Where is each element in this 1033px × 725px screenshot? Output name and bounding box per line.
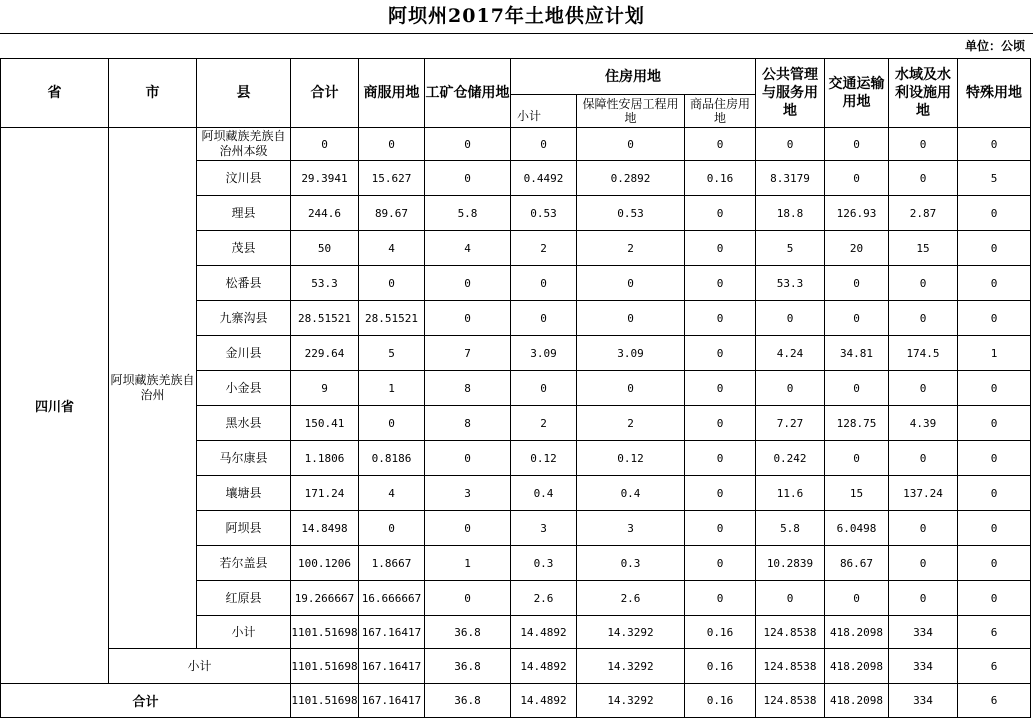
transport-cell: 0 bbox=[825, 161, 889, 196]
county-cell: 黑水县 bbox=[197, 406, 291, 441]
total-cell: 9 bbox=[291, 371, 359, 406]
transport-cell: 34.81 bbox=[825, 336, 889, 371]
total-cell: 100.1206 bbox=[291, 546, 359, 581]
header-housing: 住房用地 bbox=[511, 59, 756, 95]
total-cell: 171.24 bbox=[291, 476, 359, 511]
public-cell: 0 bbox=[756, 128, 825, 161]
transport-cell: 418.2098 bbox=[825, 616, 889, 649]
total-cell: 150.41 bbox=[291, 406, 359, 441]
housing-subtotal-cell: 0 bbox=[511, 266, 577, 301]
total-cell: 1.1806 bbox=[291, 441, 359, 476]
commercial-cell: 167.16417 bbox=[359, 684, 425, 718]
commercial-cell: 1 bbox=[359, 371, 425, 406]
water-cell: 2.87 bbox=[889, 196, 958, 231]
header-county: 县 bbox=[197, 59, 291, 128]
housing-affordable-cell: 0.2892 bbox=[577, 161, 685, 196]
commercial-cell: 0 bbox=[359, 406, 425, 441]
commercial-cell: 1.8667 bbox=[359, 546, 425, 581]
housing-subtotal-cell: 14.4892 bbox=[511, 616, 577, 649]
housing-affordable-cell: 14.3292 bbox=[577, 649, 685, 684]
total-cell: 244.6 bbox=[291, 196, 359, 231]
industrial-cell: 3 bbox=[425, 476, 511, 511]
county-cell: 阿坝藏族羌族自治州本级 bbox=[197, 128, 291, 161]
housing-affordable-cell: 3.09 bbox=[577, 336, 685, 371]
total-cell: 14.8498 bbox=[291, 511, 359, 546]
total-cell: 19.266667 bbox=[291, 581, 359, 616]
special-cell: 1 bbox=[958, 336, 1031, 371]
header-housing-subtotal: 小计 bbox=[511, 95, 577, 128]
water-cell: 0 bbox=[889, 371, 958, 406]
city-subtotal-label: 小计 bbox=[109, 649, 291, 684]
commercial-cell: 89.67 bbox=[359, 196, 425, 231]
city-subtotal-row bbox=[1, 649, 1031, 684]
transport-cell: 0 bbox=[825, 128, 889, 161]
public-cell: 0.242 bbox=[756, 441, 825, 476]
housing-commercial-cell: 0 bbox=[685, 128, 756, 161]
housing-commercial-cell: 0.16 bbox=[685, 161, 756, 196]
special-cell: 0 bbox=[958, 441, 1031, 476]
transport-cell: 0 bbox=[825, 581, 889, 616]
water-cell: 334 bbox=[889, 684, 958, 718]
industrial-cell: 36.8 bbox=[425, 684, 511, 718]
special-cell: 0 bbox=[958, 301, 1031, 336]
housing-affordable-cell: 0.12 bbox=[577, 441, 685, 476]
page-title: 阿坝州2017年土地供应计划 bbox=[388, 5, 645, 27]
special-cell: 6 bbox=[958, 649, 1031, 684]
grand-total-row bbox=[1, 684, 1031, 718]
city-cell: 阿坝藏族羌族自治州 bbox=[109, 128, 197, 649]
housing-affordable-cell: 2 bbox=[577, 406, 685, 441]
industrial-cell: 0 bbox=[425, 161, 511, 196]
industrial-cell: 0 bbox=[425, 301, 511, 336]
total-cell: 50 bbox=[291, 231, 359, 266]
housing-affordable-cell: 14.3292 bbox=[577, 684, 685, 718]
transport-cell: 15 bbox=[825, 476, 889, 511]
public-cell: 4.24 bbox=[756, 336, 825, 371]
housing-commercial-cell: 0 bbox=[685, 336, 756, 371]
commercial-cell: 0 bbox=[359, 128, 425, 161]
public-cell: 124.8538 bbox=[756, 616, 825, 649]
total-cell: 1101.51698 bbox=[291, 684, 359, 718]
housing-affordable-cell: 0 bbox=[577, 301, 685, 336]
header-water: 水域及水利设施用地 bbox=[889, 59, 958, 128]
commercial-cell: 5 bbox=[359, 336, 425, 371]
commercial-cell: 167.16417 bbox=[359, 649, 425, 684]
water-cell: 15 bbox=[889, 231, 958, 266]
special-cell: 0 bbox=[958, 546, 1031, 581]
total-cell: 1101.51698 bbox=[291, 616, 359, 649]
housing-affordable-cell: 0.53 bbox=[577, 196, 685, 231]
header-row-1 bbox=[1, 59, 1031, 95]
special-cell: 0 bbox=[958, 266, 1031, 301]
public-cell: 5 bbox=[756, 231, 825, 266]
public-cell: 11.6 bbox=[756, 476, 825, 511]
county-cell: 九寨沟县 bbox=[197, 301, 291, 336]
land-supply-table bbox=[0, 58, 1031, 718]
housing-commercial-cell: 0 bbox=[685, 231, 756, 266]
transport-cell: 20 bbox=[825, 231, 889, 266]
industrial-cell: 36.8 bbox=[425, 616, 511, 649]
commercial-cell: 28.51521 bbox=[359, 301, 425, 336]
special-cell: 0 bbox=[958, 371, 1031, 406]
public-cell: 7.27 bbox=[756, 406, 825, 441]
header-transport: 交通运输用地 bbox=[825, 59, 889, 128]
water-cell: 334 bbox=[889, 649, 958, 684]
header-housing-commercial: 商品住房用地 bbox=[685, 95, 756, 128]
public-cell: 18.8 bbox=[756, 196, 825, 231]
water-cell: 0 bbox=[889, 581, 958, 616]
housing-commercial-cell: 0 bbox=[685, 301, 756, 336]
water-cell: 137.24 bbox=[889, 476, 958, 511]
water-cell: 0 bbox=[889, 546, 958, 581]
industrial-cell: 5.8 bbox=[425, 196, 511, 231]
transport-cell: 0 bbox=[825, 266, 889, 301]
housing-subtotal-cell: 3.09 bbox=[511, 336, 577, 371]
total-cell: 28.51521 bbox=[291, 301, 359, 336]
public-cell: 10.2839 bbox=[756, 546, 825, 581]
industrial-cell: 36.8 bbox=[425, 649, 511, 684]
special-cell: 0 bbox=[958, 406, 1031, 441]
grand-total-label: 合计 bbox=[1, 684, 291, 718]
unit-label: 单位：公顷 bbox=[964, 39, 1025, 53]
housing-affordable-cell: 0.3 bbox=[577, 546, 685, 581]
housing-commercial-cell: 0 bbox=[685, 371, 756, 406]
housing-commercial-cell: 0 bbox=[685, 406, 756, 441]
header-industrial: 工矿仓储用地 bbox=[425, 59, 511, 128]
public-cell: 124.8538 bbox=[756, 684, 825, 718]
county-cell: 茂县 bbox=[197, 231, 291, 266]
header-housing-affordable: 保障性安居工程用地 bbox=[577, 95, 685, 128]
county-cell: 松番县 bbox=[197, 266, 291, 301]
housing-affordable-cell: 2 bbox=[577, 231, 685, 266]
water-cell: 0 bbox=[889, 266, 958, 301]
table-row bbox=[1, 128, 1031, 161]
transport-cell: 126.93 bbox=[825, 196, 889, 231]
housing-commercial-cell: 0 bbox=[685, 266, 756, 301]
total-cell: 29.3941 bbox=[291, 161, 359, 196]
transport-cell: 0 bbox=[825, 301, 889, 336]
transport-cell: 418.2098 bbox=[825, 684, 889, 718]
housing-subtotal-cell: 0.4 bbox=[511, 476, 577, 511]
housing-subtotal-cell: 0.53 bbox=[511, 196, 577, 231]
industrial-cell: 0 bbox=[425, 581, 511, 616]
housing-subtotal-cell: 2 bbox=[511, 231, 577, 266]
county-subtotal-label: 小计 bbox=[197, 616, 291, 649]
county-cell: 红原县 bbox=[197, 581, 291, 616]
water-cell: 0 bbox=[889, 441, 958, 476]
water-cell: 0 bbox=[889, 511, 958, 546]
housing-affordable-cell: 0 bbox=[577, 266, 685, 301]
commercial-cell: 4 bbox=[359, 476, 425, 511]
housing-affordable-cell: 0.4 bbox=[577, 476, 685, 511]
housing-subtotal-cell: 0.3 bbox=[511, 546, 577, 581]
industrial-cell: 8 bbox=[425, 406, 511, 441]
special-cell: 0 bbox=[958, 476, 1031, 511]
public-cell: 0 bbox=[756, 301, 825, 336]
housing-commercial-cell: 0.16 bbox=[685, 684, 756, 718]
housing-subtotal-cell: 0.12 bbox=[511, 441, 577, 476]
total-cell: 1101.51698 bbox=[291, 649, 359, 684]
public-cell: 0 bbox=[756, 371, 825, 406]
county-cell: 壤塘县 bbox=[197, 476, 291, 511]
commercial-cell: 4 bbox=[359, 231, 425, 266]
transport-cell: 128.75 bbox=[825, 406, 889, 441]
public-cell: 0 bbox=[756, 581, 825, 616]
total-cell: 0 bbox=[291, 128, 359, 161]
special-cell: 0 bbox=[958, 581, 1031, 616]
housing-affordable-cell: 0 bbox=[577, 128, 685, 161]
transport-cell: 0 bbox=[825, 441, 889, 476]
industrial-cell: 0 bbox=[425, 128, 511, 161]
special-cell: 5 bbox=[958, 161, 1031, 196]
commercial-cell: 16.666667 bbox=[359, 581, 425, 616]
housing-commercial-cell: 0 bbox=[685, 546, 756, 581]
housing-subtotal-cell: 14.4892 bbox=[511, 649, 577, 684]
industrial-cell: 0 bbox=[425, 266, 511, 301]
housing-subtotal-cell: 0 bbox=[511, 128, 577, 161]
special-cell: 0 bbox=[958, 511, 1031, 546]
county-cell: 汶川县 bbox=[197, 161, 291, 196]
header-total: 合计 bbox=[291, 59, 359, 128]
county-cell: 金川县 bbox=[197, 336, 291, 371]
commercial-cell: 15.627 bbox=[359, 161, 425, 196]
housing-subtotal-cell: 2 bbox=[511, 406, 577, 441]
transport-cell: 418.2098 bbox=[825, 649, 889, 684]
public-cell: 5.8 bbox=[756, 511, 825, 546]
county-cell: 小金县 bbox=[197, 371, 291, 406]
housing-subtotal-cell: 2.6 bbox=[511, 581, 577, 616]
industrial-cell: 7 bbox=[425, 336, 511, 371]
transport-cell: 86.67 bbox=[825, 546, 889, 581]
commercial-cell: 0.8186 bbox=[359, 441, 425, 476]
province-cell: 四川省 bbox=[1, 128, 109, 684]
housing-subtotal-cell: 0 bbox=[511, 371, 577, 406]
header-city: 市 bbox=[109, 59, 197, 128]
special-cell: 0 bbox=[958, 196, 1031, 231]
public-cell: 53.3 bbox=[756, 266, 825, 301]
housing-commercial-cell: 0 bbox=[685, 476, 756, 511]
special-cell: 6 bbox=[958, 684, 1031, 718]
water-cell: 174.5 bbox=[889, 336, 958, 371]
commercial-cell: 167.16417 bbox=[359, 616, 425, 649]
county-cell: 马尔康县 bbox=[197, 441, 291, 476]
housing-commercial-cell: 0.16 bbox=[685, 616, 756, 649]
water-cell: 0 bbox=[889, 128, 958, 161]
housing-commercial-cell: 0.16 bbox=[685, 649, 756, 684]
total-cell: 229.64 bbox=[291, 336, 359, 371]
special-cell: 0 bbox=[958, 231, 1031, 266]
transport-cell: 0 bbox=[825, 371, 889, 406]
county-cell: 若尔盖县 bbox=[197, 546, 291, 581]
housing-commercial-cell: 0 bbox=[685, 581, 756, 616]
housing-subtotal-cell: 0 bbox=[511, 301, 577, 336]
housing-commercial-cell: 0 bbox=[685, 511, 756, 546]
public-cell: 124.8538 bbox=[756, 649, 825, 684]
special-cell: 6 bbox=[958, 616, 1031, 649]
housing-commercial-cell: 0 bbox=[685, 196, 756, 231]
industrial-cell: 1 bbox=[425, 546, 511, 581]
water-cell: 0 bbox=[889, 301, 958, 336]
industrial-cell: 0 bbox=[425, 511, 511, 546]
transport-cell: 6.0498 bbox=[825, 511, 889, 546]
housing-affordable-cell: 0 bbox=[577, 371, 685, 406]
industrial-cell: 4 bbox=[425, 231, 511, 266]
commercial-cell: 0 bbox=[359, 266, 425, 301]
county-cell: 理县 bbox=[197, 196, 291, 231]
special-cell: 0 bbox=[958, 128, 1031, 161]
public-cell: 8.3179 bbox=[756, 161, 825, 196]
total-cell: 53.3 bbox=[291, 266, 359, 301]
housing-affordable-cell: 3 bbox=[577, 511, 685, 546]
water-cell: 334 bbox=[889, 616, 958, 649]
industrial-cell: 0 bbox=[425, 441, 511, 476]
industrial-cell: 8 bbox=[425, 371, 511, 406]
header-special: 特殊用地 bbox=[958, 59, 1031, 128]
header-province: 省 bbox=[1, 59, 109, 128]
water-cell: 4.39 bbox=[889, 406, 958, 441]
housing-affordable-cell: 14.3292 bbox=[577, 616, 685, 649]
commercial-cell: 0 bbox=[359, 511, 425, 546]
housing-subtotal-cell: 14.4892 bbox=[511, 684, 577, 718]
housing-subtotal-cell: 0.4492 bbox=[511, 161, 577, 196]
housing-commercial-cell: 0 bbox=[685, 441, 756, 476]
housing-subtotal-cell: 3 bbox=[511, 511, 577, 546]
title-divider bbox=[0, 33, 1033, 34]
header-commercial: 商服用地 bbox=[359, 59, 425, 128]
header-public: 公共管理与服务用地 bbox=[756, 59, 825, 128]
water-cell: 0 bbox=[889, 161, 958, 196]
county-cell: 阿坝县 bbox=[197, 511, 291, 546]
housing-affordable-cell: 2.6 bbox=[577, 581, 685, 616]
